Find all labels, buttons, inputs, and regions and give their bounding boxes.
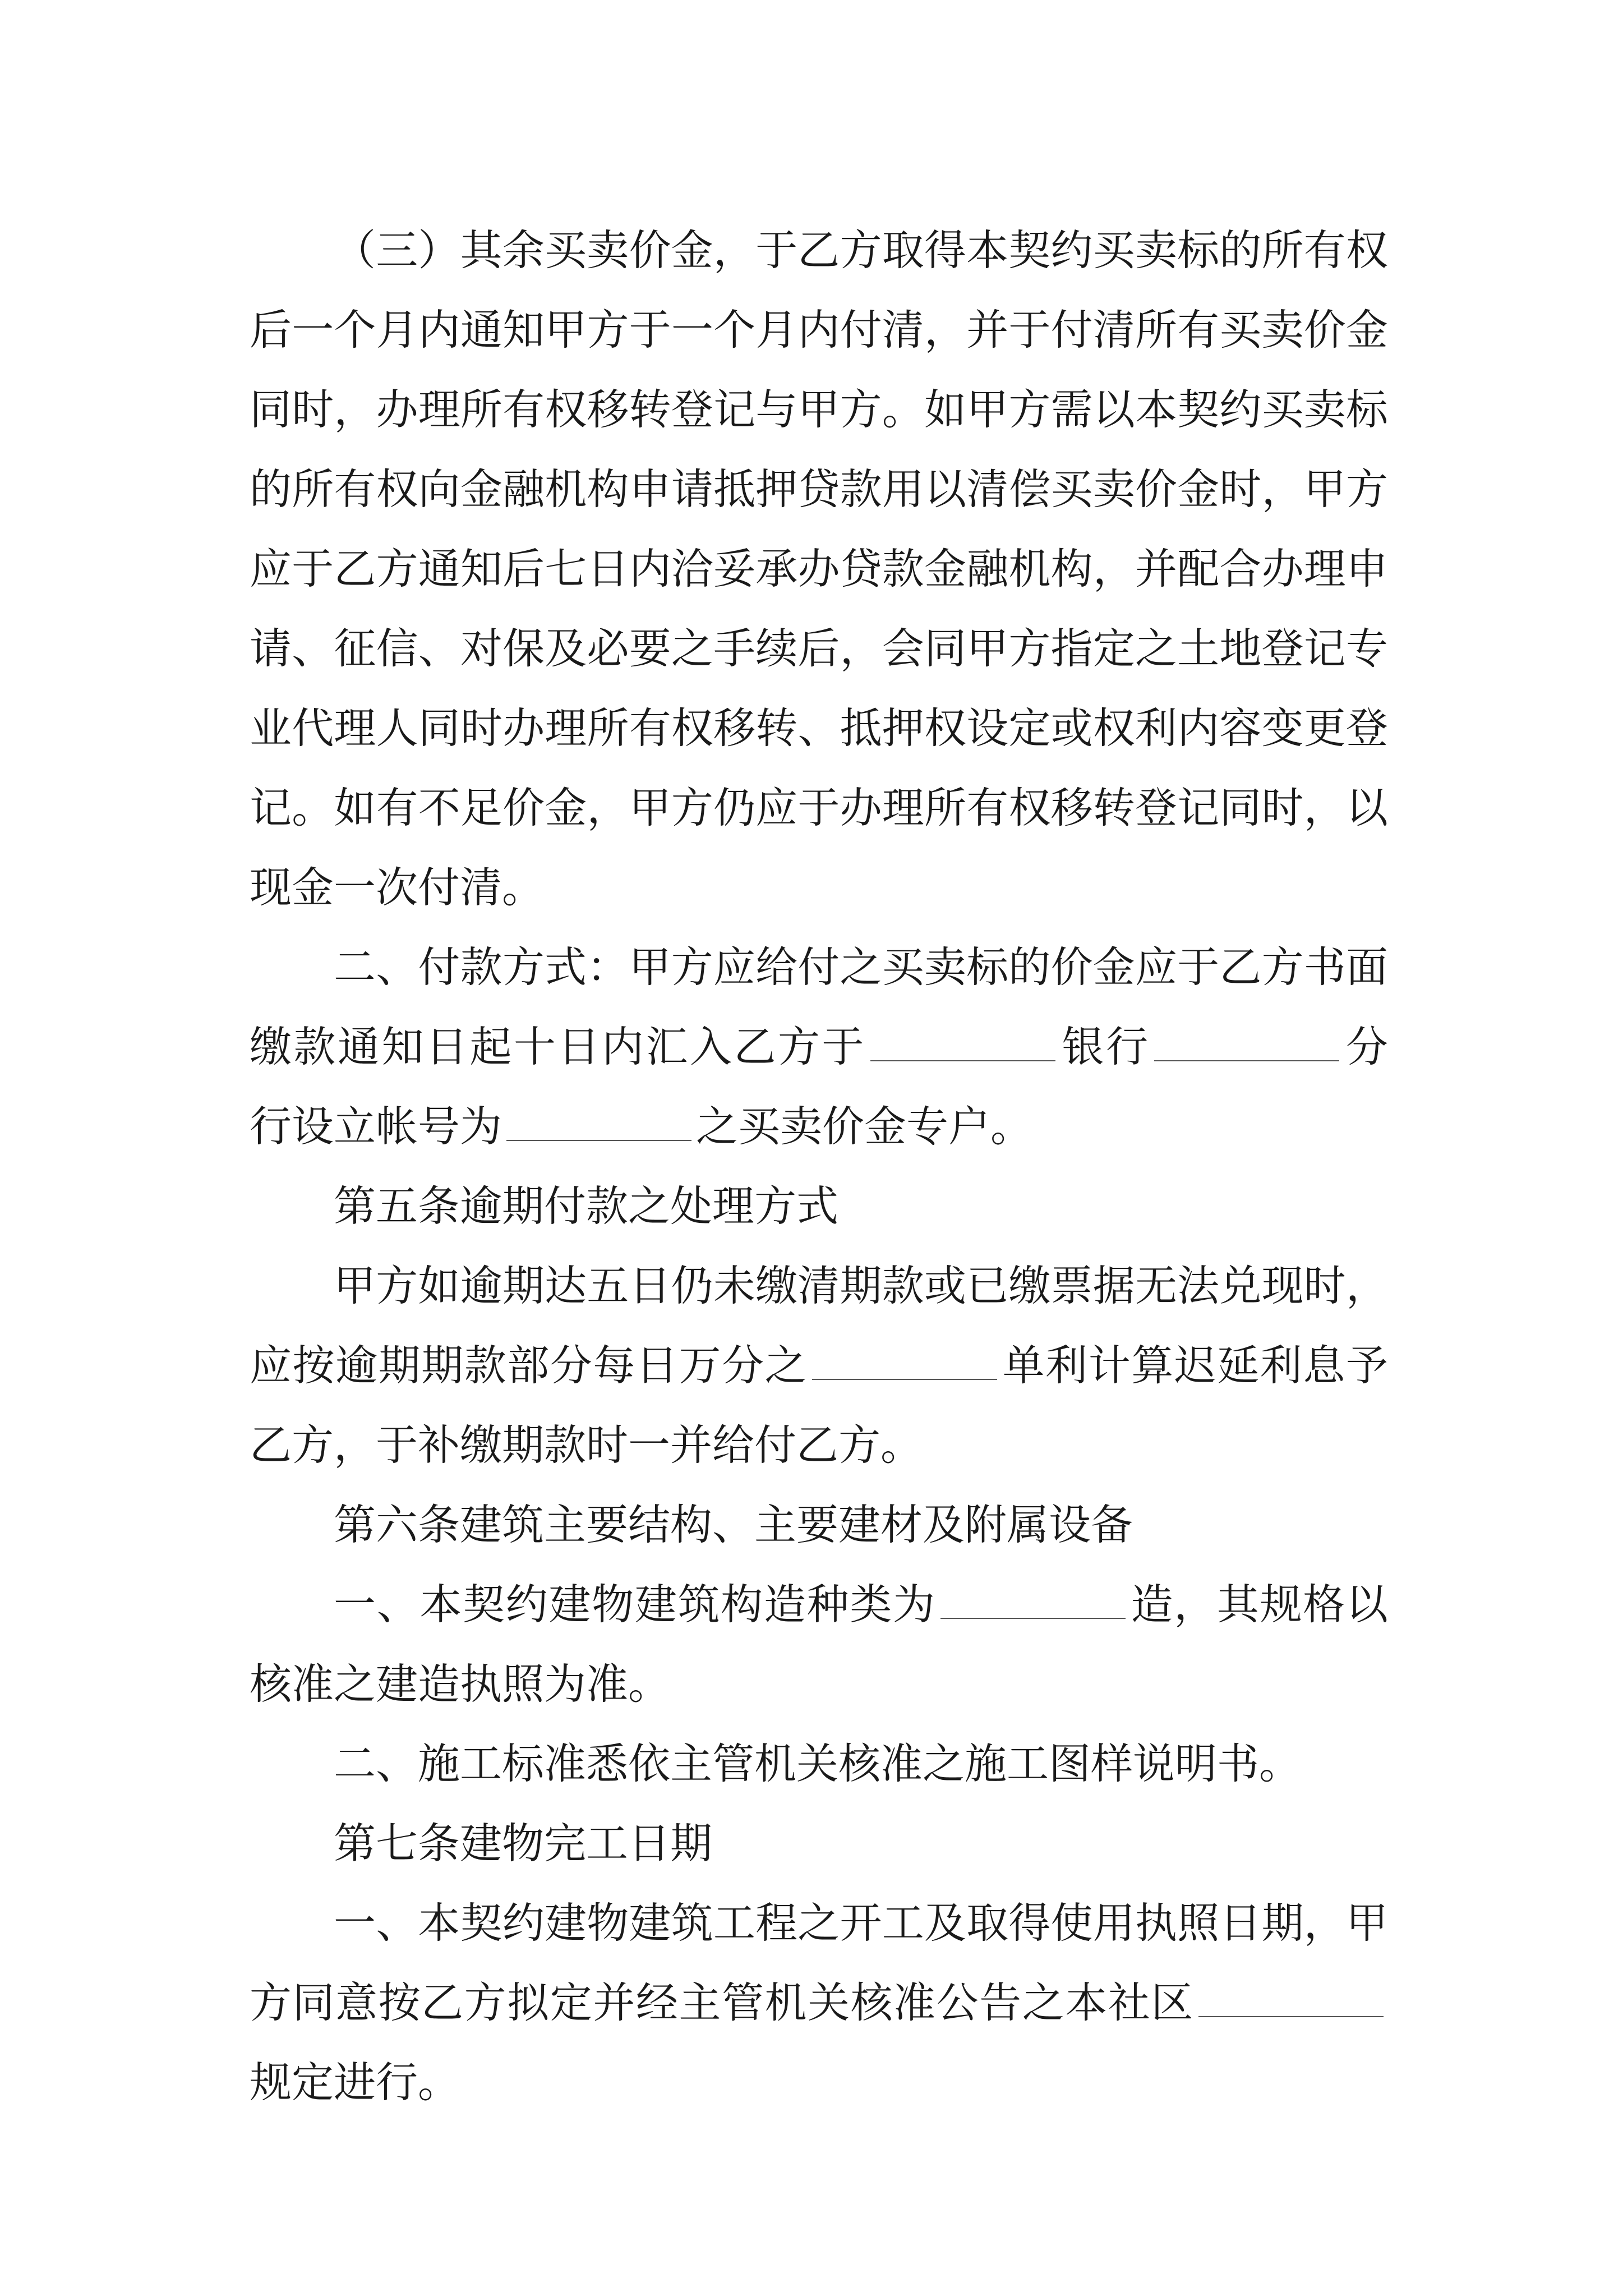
fill-in-blank bbox=[1198, 2016, 1384, 2017]
fill-in-blank bbox=[1154, 1060, 1339, 1061]
paragraph-text: 第七条建物完工日期 bbox=[334, 1819, 713, 1868]
paragraph-text: 二、施工标准悉依主管机关核准之施工图样说明书。 bbox=[334, 1739, 1302, 1788]
fill-in-blank bbox=[940, 1617, 1126, 1619]
paragraph-text: 一、本契约建物建筑构造种类为 bbox=[334, 1580, 936, 1629]
paragraph-text: 二、付款方式：甲方应给付之买卖标的价金应于乙方书面缴款通知日起十日内汇入乙方于 bbox=[250, 942, 1388, 1071]
paragraph-text: 银行 bbox=[1059, 1022, 1150, 1071]
article-heading-7 bbox=[250, 1803, 1388, 1883]
fill-in-blank bbox=[870, 1060, 1055, 1061]
paragraph-text: 第六条建筑主要结构、主要建材及附属设备 bbox=[334, 1500, 1133, 1549]
article-heading-6 bbox=[250, 1485, 1388, 1565]
paragraph-construction-standard bbox=[250, 1724, 1388, 1803]
paragraph-text: 之买卖价金专户。 bbox=[696, 1102, 1033, 1151]
paragraph-text: 造，其规格以核准之建造执照为准。 bbox=[250, 1580, 1388, 1709]
article-heading-5 bbox=[250, 1166, 1388, 1246]
paragraph-text: 第五条逾期付款之处理方式 bbox=[334, 1181, 839, 1231]
paragraph-payment-method bbox=[250, 927, 1388, 1166]
fill-in-blank bbox=[812, 1378, 997, 1380]
paragraph-structure-type bbox=[250, 1565, 1388, 1724]
paragraph-text: 单利计算迟延利息予乙方，于补缴期款时一并给付乙方。 bbox=[250, 1341, 1388, 1470]
paragraph-remaining-payment bbox=[250, 210, 1388, 927]
document-body bbox=[250, 210, 1388, 2122]
paragraph-late-payment bbox=[250, 1246, 1388, 1485]
paragraph-text: 甲方如逾期达五日仍未缴清期款或已缴票据无法兑现时，应按逾期期款部分每日万分之 bbox=[250, 1261, 1388, 1390]
paragraph-text: 分行设立帐号为 bbox=[250, 1022, 1388, 1151]
paragraph-text: 规定进行。 bbox=[250, 2058, 460, 2107]
fill-in-blank bbox=[506, 1139, 691, 1141]
paragraph-completion-date bbox=[250, 1883, 1388, 2122]
paragraph-text: 一、本契约建物建筑工程之开工及取得使用执照日期，甲方同意按乙方拟定并经主管机关核准公告之本社区 bbox=[250, 1898, 1388, 2027]
paragraph-text: （三）其余买卖价金，于乙方取得本契约买卖标的所有权后一个月内通知甲方于一个月内付清，并于付清所有买卖价金同时，办理所有权移转登记与甲方。如甲方需以本契约买卖标的所有权向金融机构申请抵押贷款用以清偿买卖价金时，甲方应于乙方通知后七日内洽妥承办贷款金融机构，并配合办理申请、征信、对保及必要之手续后，会同甲方指定之土地登记专业代理人同时办理所有权移转、抵押权设定或权利内容变更登记。如有不足价金，甲方仍应于办理所有权移转登记同时，以现金一次付清。 bbox=[250, 226, 1388, 912]
